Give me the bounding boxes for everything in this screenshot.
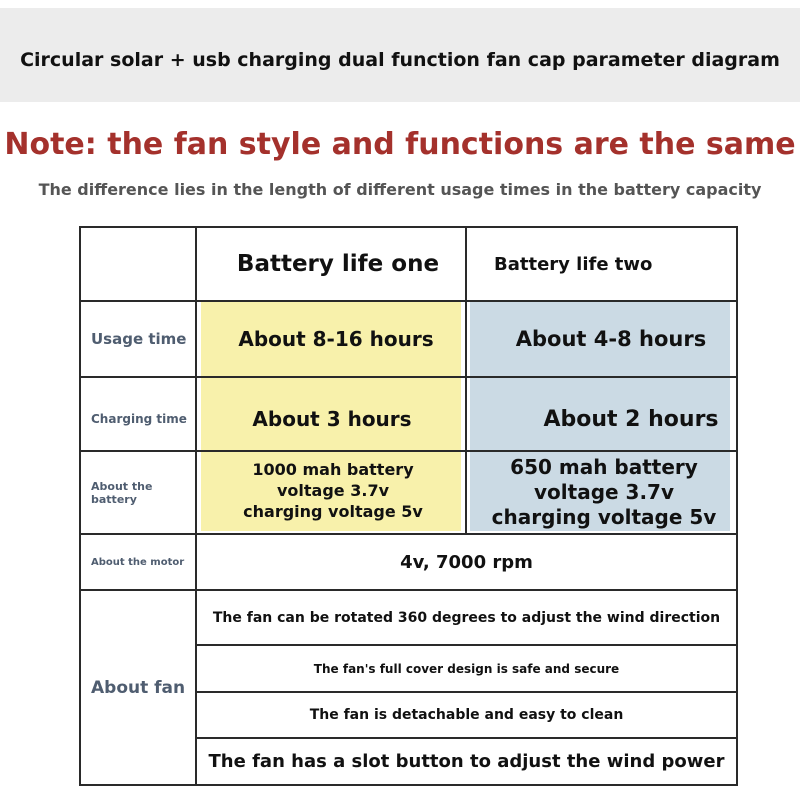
battery-two-capacity: 650 mah battery <box>510 455 698 479</box>
row-label-fan: About fan <box>91 677 186 698</box>
battery-one-capacity: 1000 mah battery <box>252 460 414 479</box>
note-headline: Note: the fan style and functions are the same <box>4 127 796 162</box>
motor-spec: 4v, 7000 rpm <box>400 551 533 573</box>
fan-feature-cover: The fan's full cover design is safe and secure <box>313 661 620 676</box>
row-label-usage-time: Usage time <box>91 330 187 348</box>
row-label-battery <box>81 452 195 533</box>
column-header-battery-one: Battery life one <box>236 251 440 277</box>
battery-one-voltage: voltage 3.7v <box>277 481 389 500</box>
row-label-battery-line1: About the <box>91 479 153 493</box>
battery-spec-battery-one <box>201 452 465 533</box>
battery-two-charging-voltage: charging voltage 5v <box>491 505 717 529</box>
row-label-charging-time: Charging time <box>91 412 187 426</box>
note-subline: The difference lies in the length of different usage times in the battery capacity <box>38 180 762 199</box>
table-rule <box>79 784 738 786</box>
fan-feature-detachable: The fan is detachable and easy to clean <box>309 707 624 723</box>
row-label-motor: About the motor <box>91 556 185 568</box>
charging-time-battery-one: About 3 hours <box>252 407 412 431</box>
fan-feature-slot-button: The fan has a slot button to adjust the wind power <box>208 751 725 772</box>
battery-one-charging-voltage: charging voltage 5v <box>243 502 423 521</box>
column-header-battery-two: Battery life two <box>494 253 653 275</box>
battery-two-voltage: voltage 3.7v <box>534 480 674 504</box>
usage-time-battery-one: About 8-16 hours <box>238 327 434 351</box>
usage-time-battery-two: About 4-8 hours <box>515 327 707 351</box>
battery-spec-battery-two <box>470 452 738 533</box>
page-title: Circular solar + usb charging dual function fan cap parameter diagram <box>20 49 780 71</box>
fan-feature-rotation: The fan can be rotated 360 degrees to adjust the wind direction <box>212 609 721 626</box>
row-label-battery-line2: battery <box>91 492 137 506</box>
charging-time-battery-two: About 2 hours <box>543 406 719 432</box>
